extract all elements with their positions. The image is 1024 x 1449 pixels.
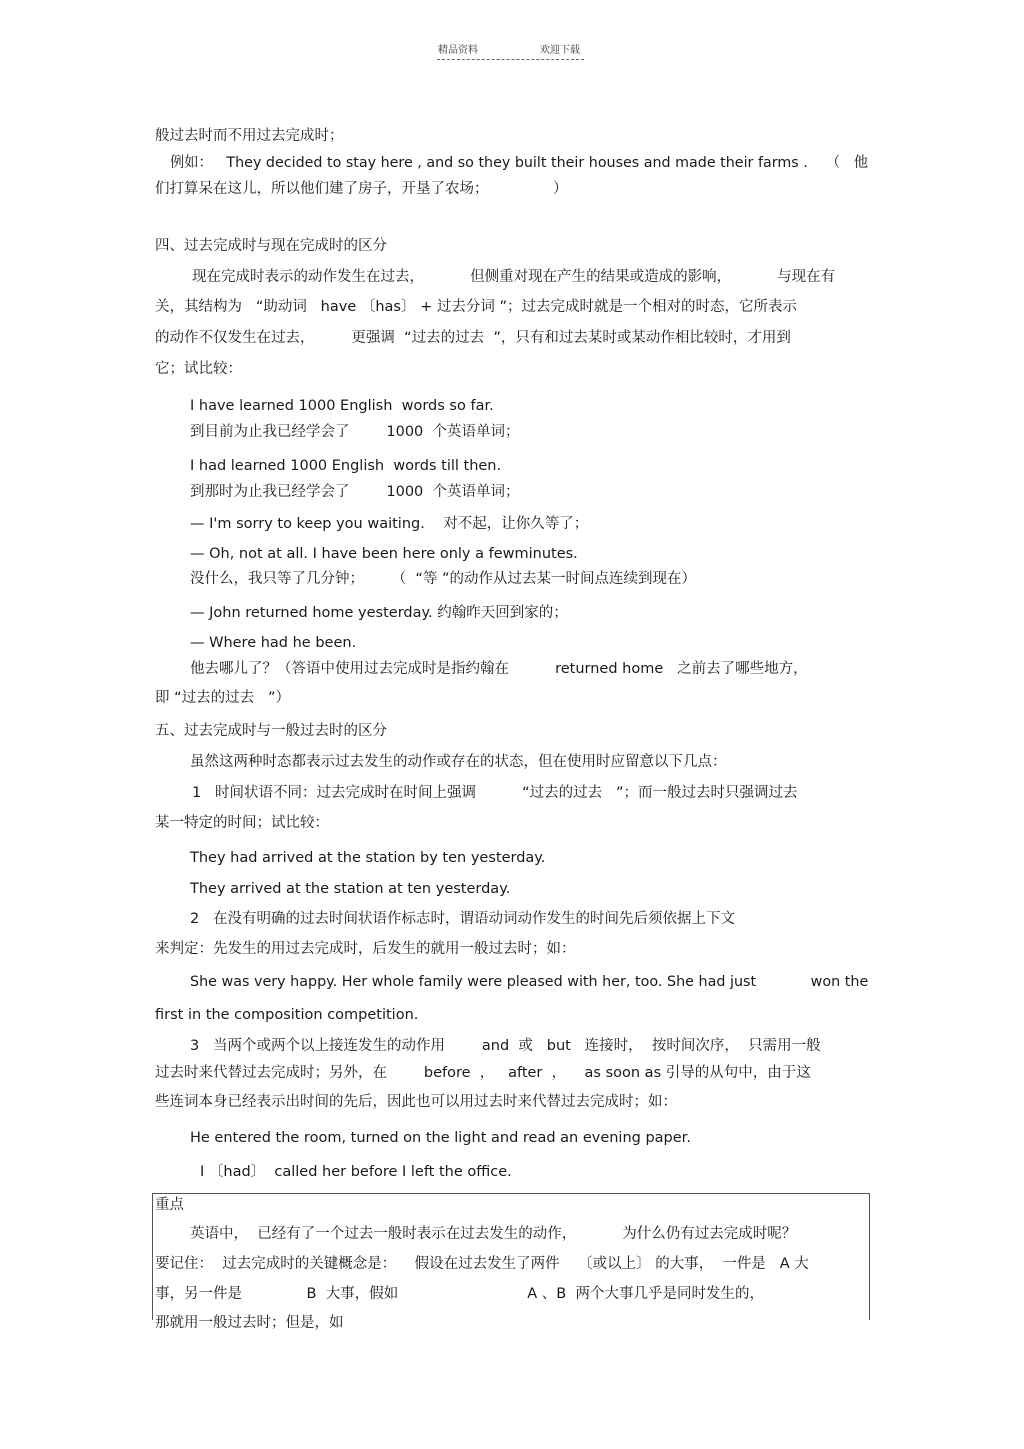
text-line: 要记住： 过去完成时的关键概念是： 假设在过去发生了两件 〔或以上〕 的大事， 一件是 A 大: [155, 1256, 809, 1272]
text-line: 般过去时而不用过去完成时；: [155, 128, 344, 144]
text-line: 事，另一件是 B 大事，假如 A 、B 两个大事几乎是同时发生的，: [155, 1286, 764, 1302]
header-divider: [437, 59, 584, 60]
text-line: — Oh, not at all. I have been here only a fewminutes.: [190, 546, 578, 562]
text-line: 过去时来代替过去完成时；另外，在 before ， after ， as soon as 引导的从句中，由于这: [155, 1065, 811, 1081]
text-line: 某一特定的时间；试比较：: [155, 815, 329, 831]
text-line: 到那时为止我已经学会了 1000 个英语单词；: [190, 484, 520, 500]
text-line: 那就用一般过去时；但是，如: [155, 1315, 344, 1331]
text-line: I 〔had〕 called her before I left the office.: [200, 1164, 512, 1180]
text-line: 没什么，我只等了几分钟； （ “等 ”的动作从过去某一时间点连续到现在）: [190, 571, 697, 587]
text-line: I had learned 1000 English words till then.: [190, 458, 502, 474]
text-line: — I'm sorry to keep you waiting. 对不起，让你久等了；: [190, 516, 589, 532]
text-line: 关，其结构为 “助动词 have 〔has〕 + 过去分词 ”；过去完成时就是一个相对的时态，它所表示: [155, 299, 797, 315]
text-line: 1 时间状语不同：过去完成时在时间上强调 “过去的过去 ”；而一般过去时只强调过去: [192, 785, 798, 801]
text-line: 它；试比较：: [155, 361, 242, 377]
text-line: 些连词本身已经表示出时间的先后，因此也可以用过去时来代替过去完成时；如：: [155, 1094, 677, 1110]
text-line: I have learned 1000 English words so far.: [190, 398, 494, 414]
text-line: 英语中， 已经有了一个过去一般时表示在过去发生的动作， 为什么仍有过去完成时呢？: [190, 1226, 797, 1242]
text-line: — Where had he been.: [190, 635, 357, 651]
text-line: 到目前为止我已经学会了 1000 个英语单词；: [190, 424, 520, 440]
text-line: He entered the room, turned on the light and read an evening paper.: [190, 1130, 691, 1146]
text-line: 他去哪儿了？（答语中使用过去完成时是指约翰在 returned home 之前去了哪些地方，: [190, 661, 808, 677]
text-line: 即 “过去的过去 ”）: [155, 690, 290, 706]
text-line: They had arrived at the station by ten yesterday.: [190, 850, 546, 866]
text-line: 现在完成时表示的动作发生在过去， 但侧重对现在产生的结果或造成的影响， 与现在有: [192, 269, 836, 285]
text-line: 的动作不仅发生在过去， 更强调 “过去的过去 ”，只有和过去某时或某动作相比较时，才用到: [155, 330, 791, 346]
header-right: 欢迎下载: [540, 45, 580, 56]
text-line: — John returned home yesterday. 约翰昨天回到家的；: [190, 605, 568, 621]
text-line: 们打算呆在这儿，所以他们建了房子，开垦了农场； ）: [155, 181, 568, 197]
header-left: 精品资料: [438, 45, 478, 56]
text-line: 重点: [155, 1197, 184, 1213]
text-line: first in the composition competition.: [155, 1007, 419, 1023]
text-line: 2 在没有明确的过去时间状语作标志时，谓语动词动作发生的时间先后须依据上下文: [190, 911, 736, 927]
text-line: They arrived at the station at ten yesterday.: [190, 881, 511, 897]
text-line: 五、过去完成时与一般过去时的区分: [155, 723, 387, 739]
text-line: 3 当两个或两个以上接连发生的动作用 and 或 but 连接时， 按时间次序， 只需用一般: [190, 1038, 821, 1054]
text-line: She was very happy. Her whole family were pleased with her, too. She had just won the: [190, 974, 869, 990]
text-line: 虽然这两种时态都表示过去发生的动作或存在的状态，但在使用时应留意以下几点：: [190, 754, 727, 770]
text-line: 来判定：先发生的用过去完成时，后发生的就用一般过去时；如：: [155, 941, 576, 957]
text-line: 例如： They decided to stay here , and so they built their houses and made their farms . （ 他: [170, 155, 869, 171]
text-line: 四、过去完成时与现在完成时的区分: [155, 238, 387, 254]
